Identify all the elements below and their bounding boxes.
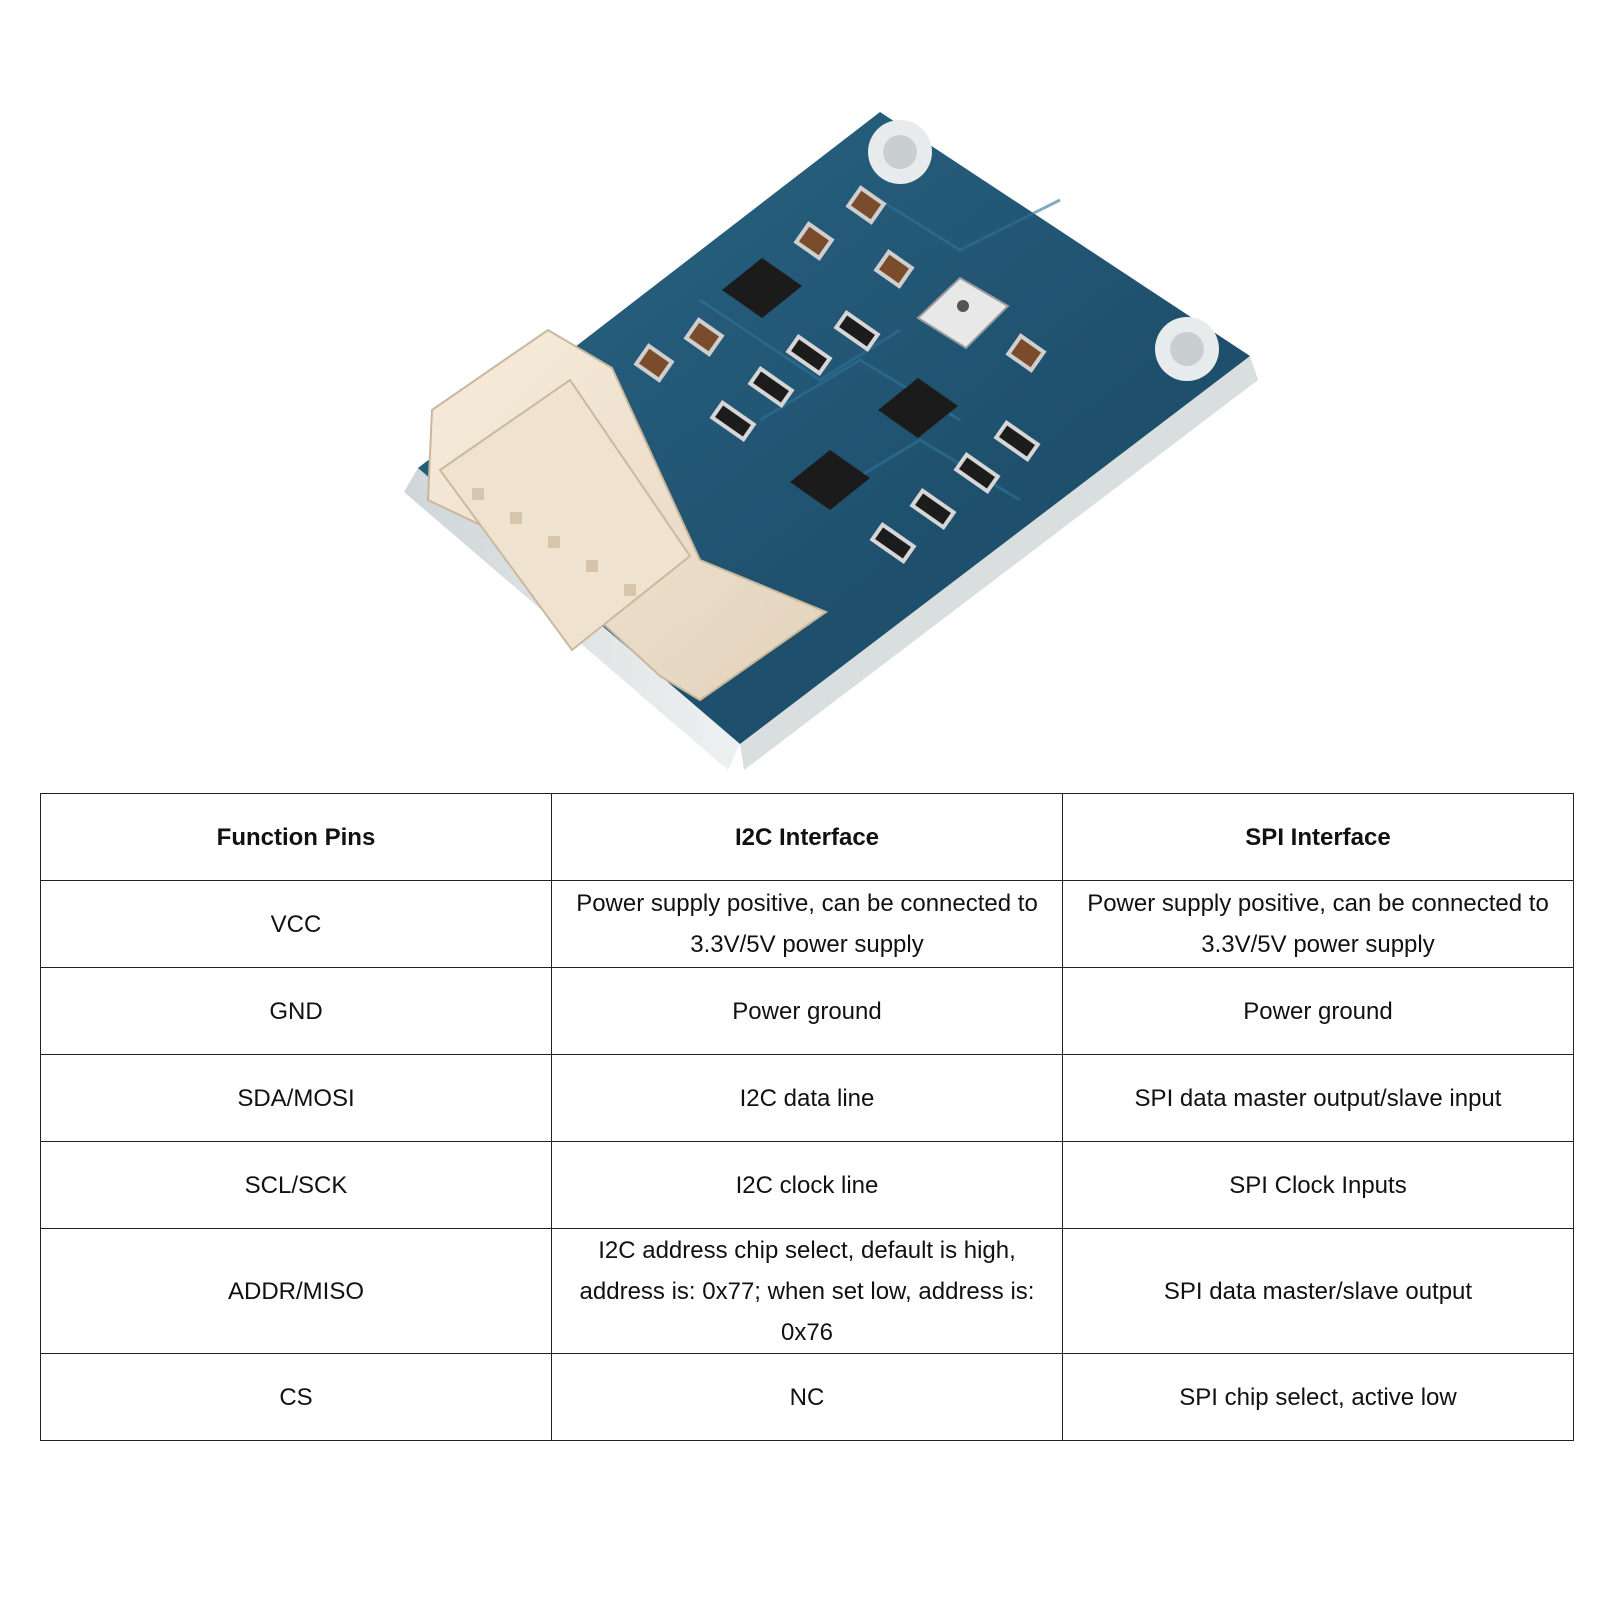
table-cell: I2C data line <box>552 1055 1063 1142</box>
table-cell: I2C address chip select, default is high, address is: 0x77; when set low, address is: 0x76 <box>552 1229 1063 1354</box>
table-cell: Power ground <box>1063 968 1574 1055</box>
table-header: SPI Interface <box>1063 794 1574 881</box>
table-row <box>41 1354 1574 1441</box>
table-cell: GND <box>41 968 552 1055</box>
pin-function-table <box>40 793 1574 1441</box>
table-cell: NC <box>552 1354 1063 1441</box>
table-cell: Power supply positive, can be connected to 3.3V/5V power supply <box>552 881 1063 968</box>
table-cell: CS <box>41 1354 552 1441</box>
table-cell: SPI chip select, active low <box>1063 1354 1574 1441</box>
table-cell: SPI data master/slave output <box>1063 1229 1574 1354</box>
table-row <box>41 968 1574 1055</box>
table-cell: Power supply positive, can be connected to 3.3V/5V power supply <box>1063 881 1574 968</box>
sensor-board-photo <box>0 0 1601 780</box>
table-row <box>41 1142 1574 1229</box>
table-header-row <box>41 794 1574 881</box>
table-row <box>41 881 1574 968</box>
table-row <box>41 1229 1574 1354</box>
table-cell: I2C clock line <box>552 1142 1063 1229</box>
table-cell: SPI data master output/slave input <box>1063 1055 1574 1142</box>
table-cell: VCC <box>41 881 552 968</box>
mounting-hole <box>1155 317 1219 381</box>
mounting-hole <box>868 120 932 184</box>
table-cell: ADDR/MISO <box>41 1229 552 1354</box>
table-header: I2C Interface <box>552 794 1063 881</box>
table-row <box>41 1055 1574 1142</box>
table-cell: Power ground <box>552 968 1063 1055</box>
table-cell: SPI Clock Inputs <box>1063 1142 1574 1229</box>
table-header: Function Pins <box>41 794 552 881</box>
table-cell: SDA/MOSI <box>41 1055 552 1142</box>
table-cell: SCL/SCK <box>41 1142 552 1229</box>
